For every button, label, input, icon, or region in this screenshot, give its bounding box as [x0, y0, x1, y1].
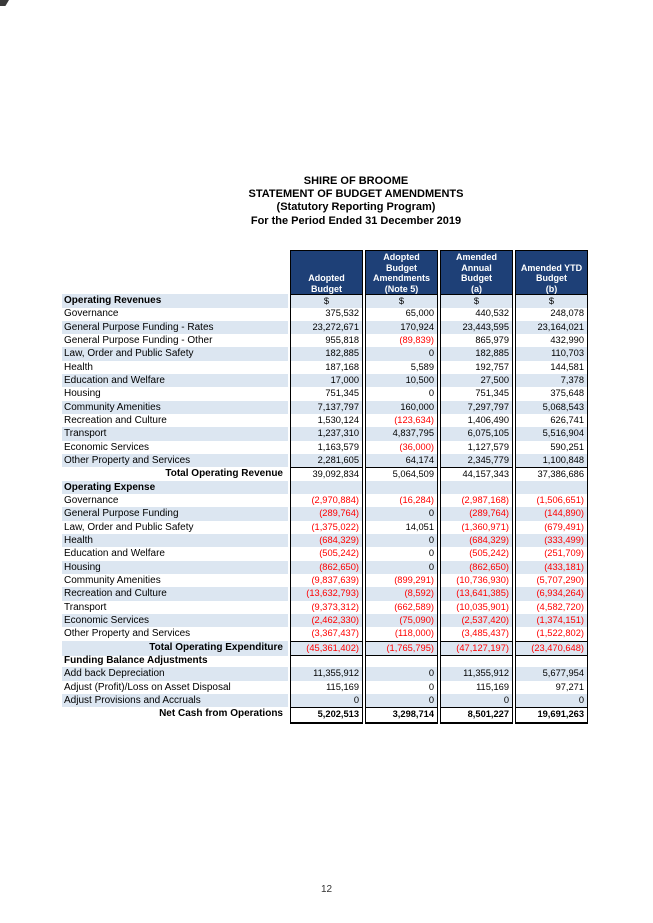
cell-amended-ytd: (1,506,651) — [515, 494, 588, 507]
column-header-line: (Note 5) — [384, 283, 419, 294]
column-header-line: (a) — [471, 283, 482, 294]
cell-adopted-budget: 375,532 — [290, 307, 363, 320]
table-row — [62, 294, 588, 307]
row-label: General Purpose Funding - Other — [64, 334, 213, 346]
row-label: Governance — [64, 308, 119, 320]
cell-adopted-budget: $ — [290, 294, 363, 308]
page-number: 12 — [320, 884, 333, 895]
cell-amended-annual: (3,485,437) — [440, 627, 513, 640]
row-label: Net Cash from Operations — [159, 708, 283, 720]
cell-adopted-budget: 187,168 — [290, 361, 363, 374]
cell-amended-annual: 7,297,797 — [440, 401, 513, 414]
column-header-amendments — [365, 250, 438, 298]
cell-amended-ytd: 23,164,021 — [515, 321, 588, 334]
cell-amendments: (662,589) — [365, 601, 438, 614]
cell-adopted-budget: (13,632,793) — [290, 587, 363, 600]
cell-amended-ytd: 5,516,904 — [515, 427, 588, 440]
table-row — [62, 374, 588, 387]
cell-adopted-budget: 2,281,605 — [290, 454, 363, 467]
cell-adopted-budget: (289,764) — [290, 507, 363, 520]
cell-amended-annual: 1,127,579 — [440, 441, 513, 454]
cell-adopted-budget: 1,237,310 — [290, 427, 363, 440]
cell-amendments: 0 — [365, 547, 438, 560]
cell-amendments: 0 — [365, 681, 438, 694]
row-label: Adjust Provisions and Accruals — [62, 694, 288, 707]
table-header-row — [62, 250, 588, 294]
column-header-line: Amended Annual — [455, 252, 497, 273]
cell-adopted-budget: 5,202,513 — [290, 707, 363, 723]
table-row — [62, 507, 588, 520]
cell-adopted-budget: (1,375,022) — [290, 521, 363, 534]
row-label: Other Property and Services — [62, 454, 288, 467]
row-label: Total Operating Revenue — [165, 468, 283, 480]
cell-amended-annual: (13,641,385) — [440, 587, 513, 600]
cell-adopted-budget: (9,373,312) — [290, 601, 363, 614]
cell-adopted-budget: (45,361,402) — [290, 641, 363, 656]
report-subtitle: (Statutory Reporting Program) — [276, 201, 436, 214]
cell-adopted-budget: 182,885 — [290, 347, 363, 360]
cell-amended-annual: (684,329) — [440, 534, 513, 547]
row-label: Other Property and Services — [64, 628, 191, 640]
table-row — [62, 361, 588, 374]
column-header-line: Adopted Budget — [308, 273, 345, 294]
row-label: Governance — [64, 494, 119, 506]
cell-amended-ytd: 432,990 — [515, 334, 588, 347]
cell-amended-annual: 27,500 — [440, 374, 513, 387]
cell-amended-annual: (10,035,901) — [440, 601, 513, 614]
cell-amendments: (36,000) — [365, 441, 438, 454]
cell-amendments: (8,592) — [365, 587, 438, 600]
column-header-line: (b) — [545, 283, 558, 294]
cell-amended-annual: (2,987,168) — [440, 494, 513, 507]
cell-amended-ytd — [515, 481, 588, 494]
cell-amended-annual: 2,345,779 — [440, 454, 513, 467]
report-title-block — [62, 175, 650, 228]
table-row — [62, 347, 588, 360]
cell-amendments: 64,174 — [365, 454, 438, 467]
cell-amended-ytd: 144,581 — [515, 361, 588, 374]
cell-adopted-budget: 751,345 — [290, 387, 363, 400]
cell-adopted-budget: 0 — [290, 694, 363, 707]
column-header-line: Amendments — [372, 273, 430, 283]
cell-amended-ytd: (1,522,802) — [515, 627, 588, 640]
table-row — [62, 561, 588, 574]
table-row — [62, 307, 588, 320]
cell-amended-ytd: 375,648 — [515, 387, 588, 400]
cell-adopted-budget: 1,163,579 — [290, 441, 363, 454]
table-row — [62, 614, 588, 627]
table-row — [62, 627, 588, 640]
cell-amended-annual: (505,242) — [440, 547, 513, 560]
cell-amendments — [365, 481, 438, 494]
report-title: STATEMENT OF BUDGET AMENDMENTS — [248, 188, 464, 201]
cell-amendments: (75,090) — [365, 614, 438, 627]
scan-corner-artifact — [0, 0, 9, 6]
cell-amended-ytd: 37,386,686 — [515, 467, 588, 482]
cell-amendments: (16,284) — [365, 494, 438, 507]
row-label: Add back Depreciation — [62, 667, 288, 680]
cell-amended-annual: (47,127,197) — [440, 641, 513, 656]
table-row — [62, 521, 588, 534]
column-header-line: Budget — [461, 273, 492, 283]
cell-amendments: 3,298,714 — [365, 707, 438, 723]
cell-amendments: 160,000 — [365, 401, 438, 414]
table-row — [62, 481, 588, 494]
row-label: Law, Order and Public Safety — [64, 521, 194, 533]
cell-amended-ytd: 7,378 — [515, 374, 588, 387]
table-row — [62, 401, 588, 414]
table-row — [62, 494, 588, 507]
cell-adopted-budget: 11,355,912 — [290, 667, 363, 680]
row-label: Economic Services — [62, 614, 288, 627]
report-period: For the Period Ended 31 December 2019 — [250, 214, 462, 227]
column-header-line: Budget — [536, 273, 567, 283]
cell-adopted-budget: (3,367,437) — [290, 627, 363, 640]
row-label: Housing — [64, 388, 101, 400]
cell-amended-annual: 192,757 — [440, 361, 513, 374]
cell-amended-ytd: (23,470,648) — [515, 641, 588, 656]
cell-amended-ytd: (144,890) — [515, 507, 588, 520]
cell-adopted-budget — [290, 654, 363, 667]
cell-amended-annual: 751,345 — [440, 387, 513, 400]
row-label: Economic Services — [64, 441, 150, 453]
cell-amendments: 0 — [365, 534, 438, 547]
table-row — [62, 467, 588, 480]
cell-amended-ytd: (1,374,151) — [515, 614, 588, 627]
cell-amended-ytd: 19,691,263 — [515, 707, 588, 723]
cell-amendments — [365, 654, 438, 667]
cell-amendments: (123,634) — [365, 414, 438, 427]
cell-amended-ytd: 0 — [515, 694, 588, 707]
row-label: Total Operating Expenditure — [62, 641, 288, 656]
cell-adopted-budget: (862,650) — [290, 561, 363, 574]
cell-amended-annual: 440,532 — [440, 307, 513, 320]
cell-amended-ytd: $ — [515, 294, 588, 308]
table-row — [62, 587, 588, 600]
cell-amended-annual: 1,406,490 — [440, 414, 513, 427]
column-header-line: Adopted Budget — [383, 252, 420, 273]
cell-amended-ytd: 590,251 — [515, 441, 588, 454]
cell-amended-ytd: 5,677,954 — [515, 667, 588, 680]
cell-amended-ytd: 248,078 — [515, 307, 588, 320]
table-row — [62, 454, 588, 467]
row-label: Recreation and Culture — [62, 587, 288, 600]
cell-amended-ytd: 1,100,848 — [515, 454, 588, 467]
cell-adopted-budget: (9,837,639) — [290, 574, 363, 587]
cell-amended-annual: 8,501,227 — [440, 707, 513, 723]
table-row — [62, 574, 588, 587]
table-row — [62, 694, 588, 707]
budget-amendments-table — [62, 250, 588, 721]
cell-adopted-budget: 1,530,124 — [290, 414, 363, 427]
column-header-amended-ytd — [515, 250, 588, 298]
cell-amendments: 65,000 — [365, 307, 438, 320]
row-label: Law, Order and Public Safety — [62, 347, 288, 360]
cell-amended-annual: (10,736,930) — [440, 574, 513, 587]
cell-amended-ytd — [515, 654, 588, 667]
cell-adopted-budget: 17,000 — [290, 374, 363, 387]
cell-amended-ytd: (679,491) — [515, 521, 588, 534]
cell-amended-annual: 11,355,912 — [440, 667, 513, 680]
cell-amended-annual: (2,537,420) — [440, 614, 513, 627]
cell-adopted-budget: 39,092,834 — [290, 467, 363, 482]
table-row — [62, 707, 588, 720]
row-label: Funding Balance Adjustments — [64, 654, 208, 666]
cell-amended-annual: 115,169 — [440, 681, 513, 694]
row-label: General Purpose Funding — [62, 507, 288, 520]
cell-amendments: 170,924 — [365, 321, 438, 334]
cell-amendments: (1,765,795) — [365, 641, 438, 656]
table-row — [62, 427, 588, 440]
cell-amendments: 10,500 — [365, 374, 438, 387]
cell-amendments: (118,000) — [365, 627, 438, 640]
row-label: General Purpose Funding - Rates — [62, 321, 288, 334]
cell-amended-annual: (862,650) — [440, 561, 513, 574]
cell-amended-ytd: (6,934,264) — [515, 587, 588, 600]
column-header-amended-annual — [440, 250, 513, 298]
cell-amendments: 0 — [365, 347, 438, 360]
cell-amended-annual: 0 — [440, 694, 513, 707]
table-row — [62, 334, 588, 347]
row-label: Transport — [64, 601, 107, 613]
cell-amended-ytd: (333,499) — [515, 534, 588, 547]
cell-amended-annual — [440, 654, 513, 667]
cell-amended-ytd: 110,703 — [515, 347, 588, 360]
cell-amended-ytd: (5,707,290) — [515, 574, 588, 587]
cell-amended-annual: 23,443,595 — [440, 321, 513, 334]
table-row — [62, 667, 588, 680]
cell-amendments: 0 — [365, 507, 438, 520]
table-row — [62, 534, 588, 547]
row-label: Operating Expense — [62, 481, 288, 494]
cell-amendments: 0 — [365, 694, 438, 707]
table-row — [62, 681, 588, 694]
row-label: Recreation and Culture — [64, 414, 167, 426]
cell-amended-annual: (289,764) — [440, 507, 513, 520]
cell-amendments: (89,839) — [365, 334, 438, 347]
cell-adopted-budget — [290, 481, 363, 494]
row-label: Health — [64, 361, 93, 373]
row-label: Transport — [62, 427, 288, 440]
cell-adopted-budget: 955,818 — [290, 334, 363, 347]
row-label: Education and Welfare — [62, 374, 288, 387]
report-org-name: SHIRE OF BROOME — [303, 175, 409, 187]
cell-adopted-budget: (684,329) — [290, 534, 363, 547]
cell-amended-annual: 182,885 — [440, 347, 513, 360]
cell-amended-ytd: (4,582,720) — [515, 601, 588, 614]
cell-amendments: 5,589 — [365, 361, 438, 374]
row-label: Health — [62, 534, 288, 547]
cell-amendments: 0 — [365, 561, 438, 574]
cell-amendments: 0 — [365, 667, 438, 680]
cell-adopted-budget: 115,169 — [290, 681, 363, 694]
cell-amended-ytd: (251,709) — [515, 547, 588, 560]
row-label: Adjust (Profit)/Loss on Asset Disposal — [64, 681, 231, 693]
table-row — [62, 641, 588, 654]
cell-amended-ytd: 626,741 — [515, 414, 588, 427]
cell-adopted-budget: 23,272,671 — [290, 321, 363, 334]
row-label: Operating Revenues — [62, 294, 288, 308]
table-row — [62, 654, 588, 667]
table-row — [62, 601, 588, 614]
cell-amended-ytd: 97,271 — [515, 681, 588, 694]
row-label: Community Amenities — [64, 574, 161, 586]
table-row — [62, 547, 588, 560]
table-row — [62, 441, 588, 454]
cell-amendments: 0 — [365, 387, 438, 400]
cell-amendments: $ — [365, 294, 438, 308]
column-header-adopted-budget — [290, 250, 363, 298]
row-label: Education and Welfare — [64, 548, 165, 560]
cell-amendments: 5,064,509 — [365, 467, 438, 482]
column-header-line: Amended YTD — [520, 262, 583, 273]
cell-amendments: (899,291) — [365, 574, 438, 587]
header-spacer — [62, 250, 288, 298]
cell-adopted-budget: 7,137,797 — [290, 401, 363, 414]
cell-adopted-budget: (2,970,884) — [290, 494, 363, 507]
row-label: Community Amenities — [62, 401, 288, 414]
cell-amended-ytd: 5,068,543 — [515, 401, 588, 414]
table-row — [62, 387, 588, 400]
cell-amended-annual: 44,157,343 — [440, 467, 513, 482]
table-row — [62, 414, 588, 427]
table-row — [62, 321, 588, 334]
cell-adopted-budget: (2,462,330) — [290, 614, 363, 627]
cell-amendments: 4,837,795 — [365, 427, 438, 440]
row-label: Housing — [62, 561, 288, 574]
cell-amended-ytd: (433,181) — [515, 561, 588, 574]
cell-adopted-budget: (505,242) — [290, 547, 363, 560]
cell-amended-annual — [440, 481, 513, 494]
cell-amended-annual: 6,075,105 — [440, 427, 513, 440]
cell-amendments: 14,051 — [365, 521, 438, 534]
cell-amended-annual: (1,360,971) — [440, 521, 513, 534]
cell-amended-annual: 865,979 — [440, 334, 513, 347]
cell-amended-annual: $ — [440, 294, 513, 308]
